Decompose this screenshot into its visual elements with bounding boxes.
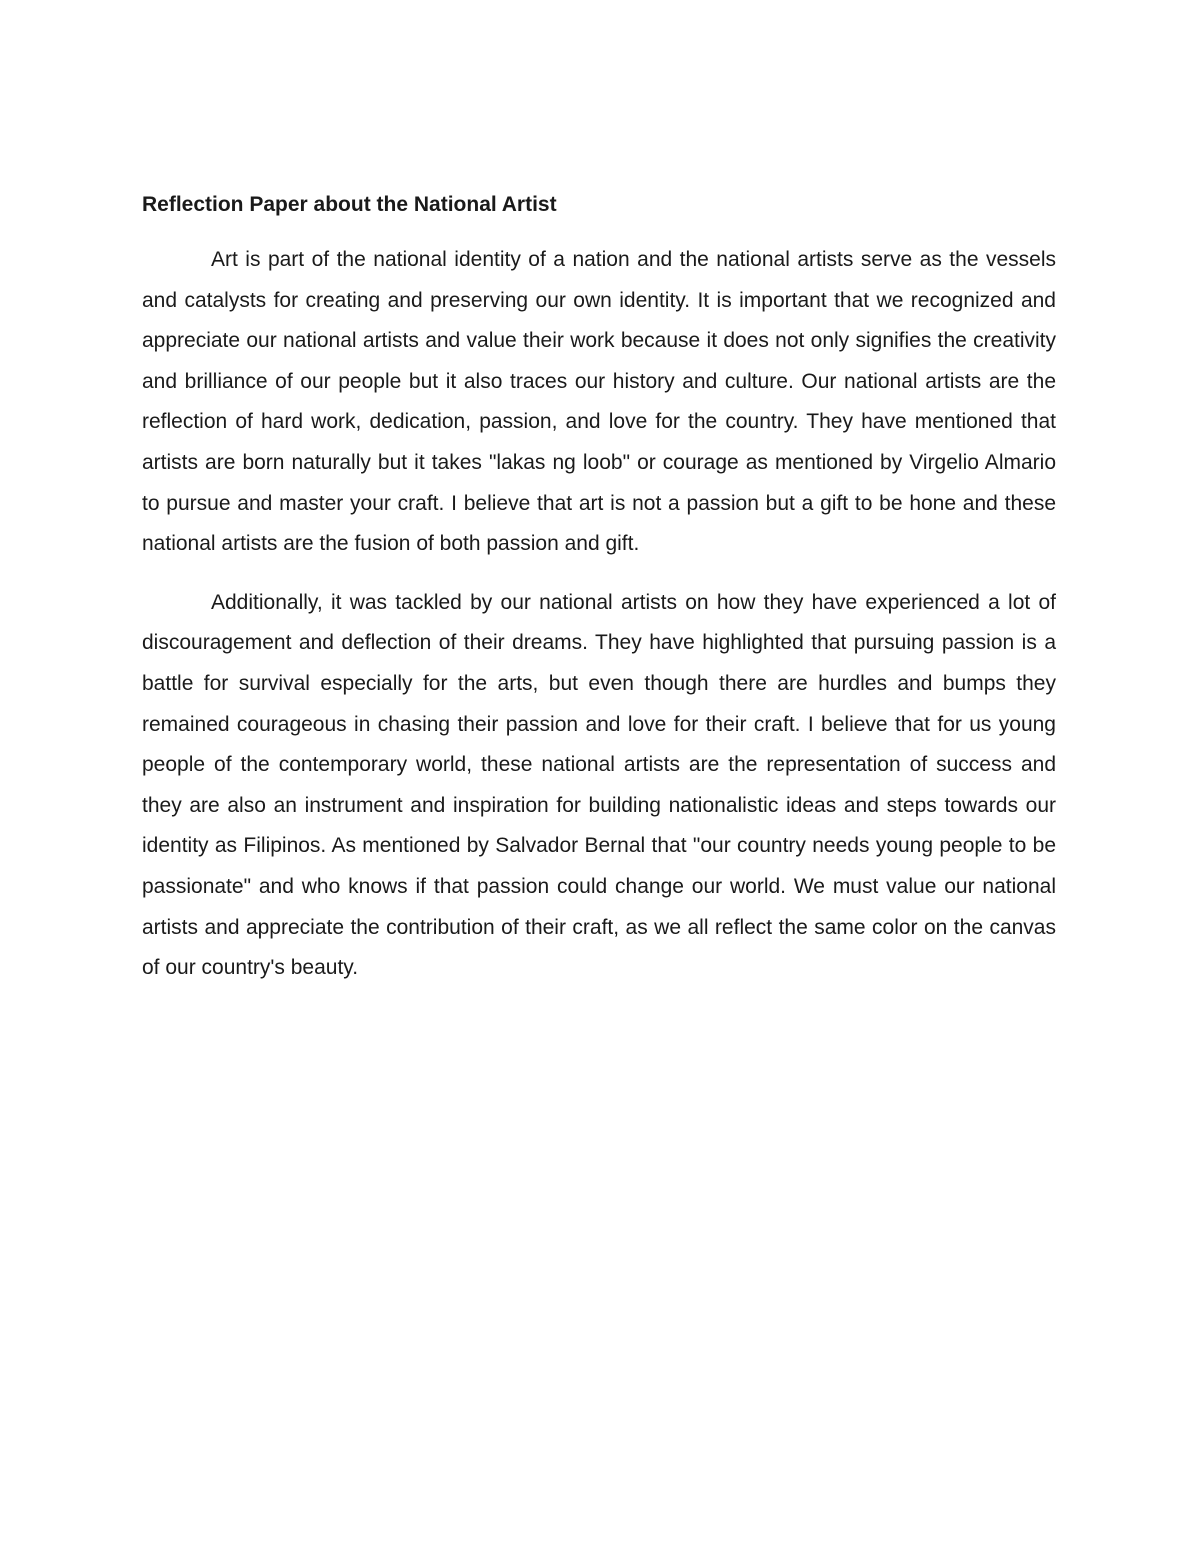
paragraph-1: Art is part of the national identity of a nation and the national artists serve as the vessels and catalysts for creating and preserving our own identity. It is important that we recognized and appreciate our national artists and value their work because it does not only signifies the creativity and brilliance of our people but it also traces our history and culture. Our national artists are the reflection of hard work, dedication, passion, and love for the country. They have mentioned that artists are born naturally but it takes "lakas ng loob" or courage as mentioned by Virgelio Almario to pursue and master your craft. I believe that art is not a passion but a gift to be hone and these national artists are the fusion of both passion and gift. bbox=[142, 248, 1056, 556]
paragraph-2: Additionally, it was tackled by our national artists on how they have experienced a lot of discouragement and deflection of their dreams. They have highlighted that pursuing passion is a battle for survival especially for the arts, but even though there are hurdles and bumps they remained courageous in chasing their passion and love for their craft. I believe that for us young people of the contemporary world, these national artists are the representation of success and they are also an instrument and inspiration for building nationalistic ideas and steps towards our identity as Filipinos. As mentioned by Salvador Bernal that "our country needs young people to be passionate" and who knows if that passion could change our world. We must value our national artists and appreciate the contribution of their craft, as we all reflect the same color on the canvas of our country's beauty. bbox=[142, 590, 1056, 980]
document-body bbox=[142, 190, 1056, 989]
document-title: Reflection Paper about the National Artist bbox=[142, 193, 557, 216]
